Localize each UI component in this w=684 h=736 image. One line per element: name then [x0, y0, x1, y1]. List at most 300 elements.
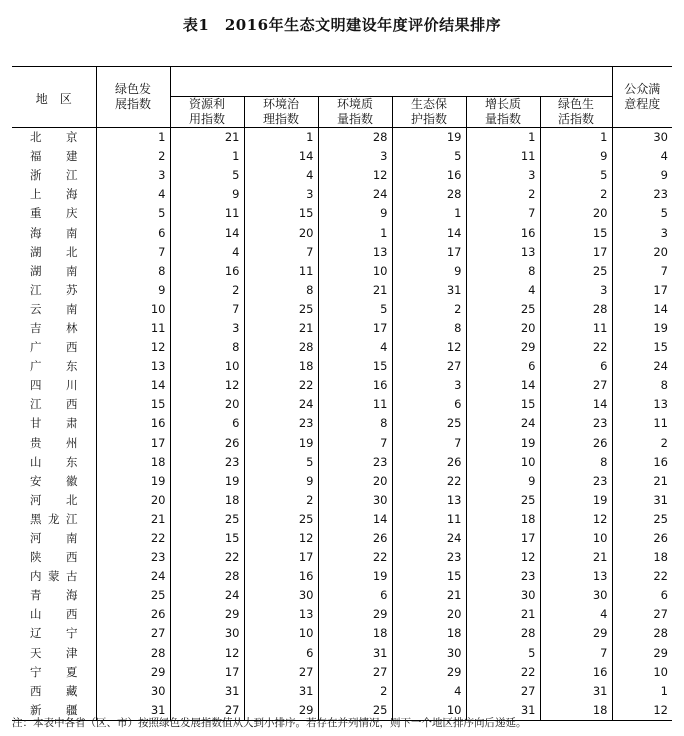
header-environment-quality: 环境质量指数: [318, 97, 392, 128]
table-row: [12, 300, 672, 319]
rank-cell: 6: [466, 357, 540, 376]
rank-cell: 4: [612, 147, 672, 166]
rank-cell: 22: [244, 376, 318, 395]
rank-cell: 31: [612, 491, 672, 510]
rank-cell: 27: [612, 605, 672, 624]
rank-cell: 21: [466, 605, 540, 624]
rank-cell: 5: [612, 204, 672, 223]
rank-cell: 24: [244, 395, 318, 414]
rank-cell: 8: [244, 281, 318, 300]
rank-cell: 17: [318, 319, 392, 338]
rank-cell: 6: [170, 414, 244, 433]
region-name-cell: 福建: [30, 149, 78, 164]
table-row: [12, 644, 672, 663]
region-name-cell: 西藏: [30, 683, 78, 698]
rank-cell: 26: [540, 434, 612, 453]
rank-cell: 24: [318, 185, 392, 204]
rank-cell: 28: [392, 185, 466, 204]
rank-cell: 27: [170, 701, 244, 721]
rank-cell: 12: [170, 644, 244, 663]
rank-cell: 29: [318, 605, 392, 624]
rank-cell: 5: [540, 166, 612, 185]
rank-cell: 12: [96, 338, 170, 357]
table-title: 表1 2016年生态文明建设年度评价结果排序: [182, 16, 502, 34]
rank-cell: 23: [318, 453, 392, 472]
rank-cell: 19: [244, 434, 318, 453]
rank-cell: 18: [244, 357, 318, 376]
rank-cell: 1: [540, 128, 612, 148]
rank-cell: 1: [466, 128, 540, 148]
rank-cell: 4: [392, 682, 466, 701]
rank-cell: 6: [612, 586, 672, 605]
rank-cell: 19: [392, 128, 466, 148]
rank-cell: 17: [540, 243, 612, 262]
header-green-development: 绿色发展指数: [96, 67, 170, 128]
region-name-cell: 吉林: [30, 320, 78, 335]
rank-cell: 29: [244, 701, 318, 721]
rank-cell: 19: [466, 434, 540, 453]
rank-cell: 17: [612, 281, 672, 300]
table-row: [12, 682, 672, 701]
rank-cell: 2: [170, 281, 244, 300]
rank-cell: 27: [318, 663, 392, 682]
rank-cell: 20: [392, 605, 466, 624]
rank-cell: 22: [540, 338, 612, 357]
rank-cell: 14: [318, 510, 392, 529]
rank-cell: 15: [170, 529, 244, 548]
rank-cell: 7: [96, 243, 170, 262]
rank-cell: 27: [540, 376, 612, 395]
header-environment-governance: 环境治理指数: [244, 97, 318, 128]
rank-cell: 17: [466, 529, 540, 548]
rank-cell: 26: [318, 529, 392, 548]
region-name-cell: 海南: [30, 225, 78, 240]
rank-cell: 23: [540, 414, 612, 433]
region-name-cell: 湖北: [30, 244, 78, 259]
rank-cell: 1: [318, 223, 392, 242]
rank-cell: 25: [170, 510, 244, 529]
rank-cell: 9: [612, 166, 672, 185]
rank-cell: 7: [612, 262, 672, 281]
rank-cell: 18: [612, 548, 672, 567]
rank-cell: 14: [612, 300, 672, 319]
rank-cell: 13: [244, 605, 318, 624]
rank-cell: 2: [96, 147, 170, 166]
rank-cell: 27: [466, 682, 540, 701]
rank-cell: 3: [96, 166, 170, 185]
table-row: [12, 338, 672, 357]
table-body: [12, 128, 672, 721]
rank-cell: 20: [96, 491, 170, 510]
header-resource-use: 资源利用指数: [170, 97, 244, 128]
rank-cell: 1: [392, 204, 466, 223]
region-name-cell: 安徽: [30, 473, 78, 488]
rank-cell: 30: [96, 682, 170, 701]
rank-cell: 17: [244, 548, 318, 567]
header-public-satisfaction: 公众满意程度: [612, 67, 672, 128]
rank-cell: 16: [170, 262, 244, 281]
rank-cell: 14: [170, 223, 244, 242]
rank-cell: 23: [540, 472, 612, 491]
rank-cell: 21: [318, 281, 392, 300]
rank-cell: 19: [540, 491, 612, 510]
rank-cell: 25: [244, 300, 318, 319]
rank-cell: 2: [392, 300, 466, 319]
rank-cell: 27: [96, 624, 170, 643]
rank-cell: 30: [244, 586, 318, 605]
rank-cell: 16: [466, 223, 540, 242]
rank-cell: 14: [96, 376, 170, 395]
rank-cell: 3: [318, 147, 392, 166]
region-name-cell: 新疆: [12, 701, 96, 721]
rank-cell: 16: [392, 166, 466, 185]
region-name-cell: 江苏: [30, 282, 78, 297]
rank-cell: 3: [466, 166, 540, 185]
rank-cell: 11: [392, 510, 466, 529]
rank-cell: 4: [96, 185, 170, 204]
rank-cell: 22: [96, 529, 170, 548]
table-row: [12, 529, 672, 548]
rank-cell: 12: [318, 166, 392, 185]
rank-cell: 14: [244, 147, 318, 166]
rank-cell: 10: [318, 262, 392, 281]
rank-cell: 17: [170, 663, 244, 682]
rank-cell: 19: [612, 319, 672, 338]
rank-cell: 10: [540, 529, 612, 548]
header-subindex-group: [170, 67, 612, 97]
header-growth-quality: 增长质量指数: [466, 97, 540, 128]
rank-cell: 9: [392, 262, 466, 281]
table-row: [12, 376, 672, 395]
table-row: [12, 624, 672, 643]
rank-cell: 28: [540, 300, 612, 319]
rank-cell: 7: [392, 434, 466, 453]
region-name-cell: 江西: [30, 397, 78, 412]
rank-cell: 3: [392, 376, 466, 395]
rank-cell: 30: [612, 128, 672, 148]
rank-cell: 11: [170, 204, 244, 223]
rank-cell: 31: [96, 701, 170, 721]
region-name-cell: 广西: [30, 340, 78, 355]
rank-cell: 17: [392, 243, 466, 262]
rank-cell: 28: [318, 128, 392, 148]
rank-cell: 12: [612, 701, 672, 721]
rank-cell: 8: [170, 338, 244, 357]
rank-cell: 22: [392, 472, 466, 491]
rank-cell: 21: [170, 128, 244, 148]
rank-cell: 4: [244, 166, 318, 185]
table-row: [12, 434, 672, 453]
rank-cell: 12: [392, 338, 466, 357]
rank-cell: 16: [96, 414, 170, 433]
rank-cell: 23: [244, 414, 318, 433]
rank-cell: 20: [540, 204, 612, 223]
rank-cell: 8: [392, 319, 466, 338]
rank-cell: 15: [612, 338, 672, 357]
rank-cell: 21: [96, 510, 170, 529]
rank-cell: 12: [466, 548, 540, 567]
rank-cell: 21: [540, 548, 612, 567]
rank-cell: 2: [318, 682, 392, 701]
rank-cell: 27: [244, 663, 318, 682]
rank-cell: 24: [612, 357, 672, 376]
rank-cell: 12: [244, 529, 318, 548]
rank-cell: 29: [612, 644, 672, 663]
rank-cell: 23: [612, 185, 672, 204]
rank-cell: 10: [170, 357, 244, 376]
rank-cell: 8: [612, 376, 672, 395]
rank-cell: 5: [96, 204, 170, 223]
rank-cell: 18: [170, 491, 244, 510]
rank-cell: 31: [244, 682, 318, 701]
rank-cell: 9: [244, 472, 318, 491]
rank-cell: 6: [318, 586, 392, 605]
rank-cell: 31: [392, 281, 466, 300]
rank-cell: 24: [392, 529, 466, 548]
rank-cell: 21: [612, 472, 672, 491]
rank-cell: 25: [392, 414, 466, 433]
table-row: [12, 472, 672, 491]
rank-cell: 20: [466, 319, 540, 338]
rank-cell: 30: [466, 586, 540, 605]
rank-cell: 9: [318, 204, 392, 223]
table-row: [12, 586, 672, 605]
rank-cell: 3: [244, 185, 318, 204]
header-ecological-protection: 生态保护指数: [392, 97, 466, 128]
rank-cell: 26: [392, 453, 466, 472]
rank-cell: 15: [318, 357, 392, 376]
table-row: [12, 510, 672, 529]
rank-cell: 13: [96, 357, 170, 376]
header-region: 地 区: [12, 67, 96, 128]
rank-cell: 6: [540, 357, 612, 376]
rank-cell: 2: [540, 185, 612, 204]
rank-cell: 11: [612, 414, 672, 433]
rank-cell: 10: [466, 453, 540, 472]
table-row: [12, 357, 672, 376]
table-row: [12, 605, 672, 624]
rank-cell: 6: [244, 644, 318, 663]
rank-cell: 30: [540, 586, 612, 605]
rank-cell: 4: [170, 243, 244, 262]
rank-cell: 29: [466, 338, 540, 357]
rank-cell: 13: [318, 243, 392, 262]
region-name-cell: 重庆: [30, 206, 78, 221]
rank-cell: 31: [466, 701, 540, 721]
rank-cell: 20: [318, 472, 392, 491]
rank-cell: 5: [466, 644, 540, 663]
rank-cell: 28: [612, 624, 672, 643]
rank-cell: 10: [96, 300, 170, 319]
region-name-cell: 山西: [30, 607, 78, 622]
rank-cell: 20: [170, 395, 244, 414]
region-name-cell: 北京: [30, 130, 78, 145]
rank-cell: 16: [540, 663, 612, 682]
rank-cell: 13: [612, 395, 672, 414]
table-row: [12, 414, 672, 433]
rank-cell: 7: [244, 243, 318, 262]
rank-cell: 31: [318, 644, 392, 663]
rank-cell: 24: [96, 567, 170, 586]
rank-cell: 29: [392, 663, 466, 682]
region-name-cell: 山东: [30, 454, 78, 469]
rank-cell: 17: [96, 434, 170, 453]
rank-cell: 1: [244, 128, 318, 148]
rank-cell: 24: [170, 586, 244, 605]
region-name-cell: 内蒙古: [30, 569, 78, 584]
rank-cell: 5: [170, 166, 244, 185]
rank-cell: 15: [96, 395, 170, 414]
rank-cell: 22: [170, 548, 244, 567]
rank-cell: 26: [170, 434, 244, 453]
rank-cell: 5: [318, 300, 392, 319]
rank-cell: 23: [466, 567, 540, 586]
rank-cell: 8: [96, 262, 170, 281]
rank-cell: 21: [244, 319, 318, 338]
region-name-cell: 广东: [30, 359, 78, 374]
rank-cell: 27: [392, 357, 466, 376]
region-name-cell: 宁夏: [30, 664, 78, 679]
rank-cell: 25: [612, 510, 672, 529]
rank-cell: 25: [540, 262, 612, 281]
rank-cell: 1: [96, 128, 170, 148]
rank-cell: 31: [170, 682, 244, 701]
rank-cell: 3: [540, 281, 612, 300]
rank-cell: 15: [540, 223, 612, 242]
table-row: [12, 663, 672, 682]
region-name-cell: 天津: [30, 645, 78, 660]
rank-cell: 11: [96, 319, 170, 338]
table-row: [12, 204, 672, 223]
table-row: [12, 395, 672, 414]
rank-cell: 26: [612, 529, 672, 548]
rank-cell: 18: [466, 510, 540, 529]
rank-cell: 6: [392, 395, 466, 414]
rank-cell: 19: [318, 567, 392, 586]
table-row: [12, 262, 672, 281]
rank-cell: 8: [540, 453, 612, 472]
rank-cell: 28: [170, 567, 244, 586]
table-row: [12, 491, 672, 510]
rank-cell: 15: [392, 567, 466, 586]
rank-cell: 13: [466, 243, 540, 262]
rank-cell: 7: [466, 204, 540, 223]
region-name-cell: 黑龙江: [30, 511, 78, 526]
rank-cell: 2: [466, 185, 540, 204]
rank-cell: 29: [96, 663, 170, 682]
rank-cell: 3: [612, 223, 672, 242]
rank-cell: 18: [318, 624, 392, 643]
table-row: [12, 185, 672, 204]
rank-cell: 5: [244, 453, 318, 472]
table-row: [12, 281, 672, 300]
rank-cell: 19: [96, 472, 170, 491]
region-name-cell: 云南: [30, 301, 78, 316]
rank-cell: 16: [318, 376, 392, 395]
table-row: [12, 243, 672, 262]
region-name-cell: 贵州: [30, 435, 78, 450]
rank-cell: 13: [392, 491, 466, 510]
rank-cell: 30: [392, 644, 466, 663]
footnote: 注：本表中各省（区、市）按照绿色发展指数值从大到小排序。若存在并列情况，则下一个地区排序向后递延。: [12, 717, 527, 729]
rank-cell: 30: [318, 491, 392, 510]
rank-cell: 16: [244, 567, 318, 586]
rank-cell: 12: [540, 510, 612, 529]
rank-cell: 22: [612, 567, 672, 586]
rank-cell: 13: [540, 567, 612, 586]
rank-cell: 30: [170, 624, 244, 643]
rank-cell: 18: [392, 624, 466, 643]
rank-cell: 12: [170, 376, 244, 395]
rank-cell: 15: [466, 395, 540, 414]
table-row: [12, 128, 672, 148]
rank-cell: 26: [96, 605, 170, 624]
rank-cell: 11: [540, 319, 612, 338]
table-row: [12, 548, 672, 567]
region-name-cell: 湖南: [30, 263, 78, 278]
rank-cell: 14: [392, 223, 466, 242]
rank-cell: 21: [392, 586, 466, 605]
rank-cell: 25: [244, 510, 318, 529]
rank-cell: 16: [612, 453, 672, 472]
rank-cell: 25: [466, 300, 540, 319]
region-name-cell: 上海: [30, 187, 78, 202]
rank-cell: 3: [170, 319, 244, 338]
rank-cell: 11: [318, 395, 392, 414]
rank-cell: 15: [244, 204, 318, 223]
table-row: [12, 166, 672, 185]
region-name-cell: 河北: [30, 492, 78, 507]
rank-cell: 23: [96, 548, 170, 567]
rank-cell: 7: [318, 434, 392, 453]
rank-cell: 1: [612, 682, 672, 701]
rank-cell: 4: [318, 338, 392, 357]
rank-cell: 4: [540, 605, 612, 624]
rank-cell: 1: [170, 147, 244, 166]
rank-cell: 9: [466, 472, 540, 491]
rank-cell: 19: [170, 472, 244, 491]
region-name-cell: 陕西: [30, 550, 78, 565]
rank-cell: 18: [96, 453, 170, 472]
rank-cell: 28: [244, 338, 318, 357]
rank-cell: 29: [170, 605, 244, 624]
table-row: [12, 147, 672, 166]
rank-cell: 29: [540, 624, 612, 643]
rank-cell: 14: [540, 395, 612, 414]
rank-cell: 9: [540, 147, 612, 166]
region-name-cell: 四川: [30, 378, 78, 393]
rank-cell: 31: [540, 682, 612, 701]
rank-cell: 7: [540, 644, 612, 663]
table-row: [12, 567, 672, 586]
rank-cell: 6: [96, 223, 170, 242]
rank-cell: 28: [96, 644, 170, 663]
region-name-cell: 青海: [30, 588, 78, 603]
rank-cell: 2: [612, 434, 672, 453]
rank-cell: 25: [318, 701, 392, 721]
rank-cell: 20: [244, 223, 318, 242]
rank-cell: 7: [170, 300, 244, 319]
ranking-table: [12, 66, 672, 721]
rank-cell: 23: [170, 453, 244, 472]
rank-cell: 22: [466, 663, 540, 682]
rank-cell: 10: [244, 624, 318, 643]
table-row: [12, 453, 672, 472]
rank-cell: 18: [540, 701, 612, 721]
rank-cell: 4: [466, 281, 540, 300]
rank-cell: 8: [466, 262, 540, 281]
rank-cell: 22: [318, 548, 392, 567]
